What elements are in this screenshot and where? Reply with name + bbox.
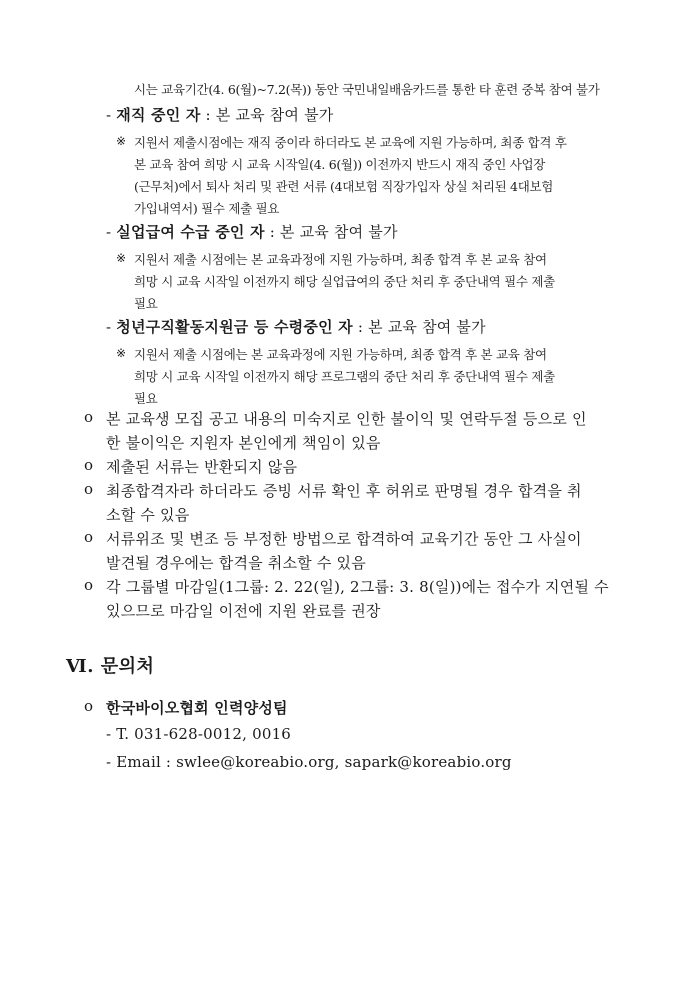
employed-note-line: 본 교육 참여 희망 시 교육 시작일(4. 6(월)) 이전까지 반드시 재직 중인 사업장 [134, 157, 546, 172]
continuation-text: 시는 교육기간(4. 6(월)~7.2(목)) 동안 국민내일배움카드를 통한 타 훈련 중복 참여 불가 [134, 82, 600, 97]
bullet-line: 있으므로 마감일 이전에 지원 완료를 권장 [106, 602, 381, 620]
youth-rest: : 본 교육 참여 불가 [352, 318, 486, 336]
contact-org: 한국바이오협회 인력양성팀 [106, 699, 288, 717]
contact-phone: - T. 031-628-0012, 0016 [106, 725, 292, 743]
unemployment-rest: : 본 교육 참여 불가 [264, 223, 398, 241]
note-mark: ※ [116, 134, 127, 148]
bullet-mark: o [84, 528, 94, 546]
bullet-line: 본 교육생 모집 공고 내용의 미숙지로 인한 불이익 및 연락두절 등으로 인 [106, 410, 587, 428]
bullet-line: 서류위조 및 변조 등 부정한 방법으로 합격하여 교육기간 동안 그 사실이 [106, 530, 582, 548]
employed-heading [106, 104, 333, 125]
youth-note-line: 희망 시 교육 시작일 이전까지 해당 프로그램의 중단 처리 후 중단내역 필수 제출 [134, 369, 555, 384]
section-number: Ⅵ. [66, 656, 94, 677]
note-mark: ※ [116, 346, 127, 360]
employed-note-line: (근무처)에서 퇴사 처리 및 관련 서류 (4대보험 직장가입자 상실 처리된 4대보험 [134, 179, 554, 194]
youth-note-line: 지원서 제출 시점에는 본 교육과정에 지원 가능하며, 최종 합격 후 본 교육 참여 [134, 347, 547, 362]
section-title: 문의처 [100, 656, 155, 677]
youth-label: 청년구직활동지원금 등 수령중인 자 [116, 318, 353, 336]
dash: - [106, 223, 112, 241]
unemployment-label: 실업급여 수급 중인 자 [116, 223, 265, 241]
youth-heading [106, 316, 486, 337]
bullet-mark: o [84, 576, 94, 594]
bullet-line: 발견될 경우에는 합격을 취소할 수 있음 [106, 554, 366, 572]
unemployment-note-line: 필요 [134, 296, 158, 311]
section-heading [66, 652, 154, 678]
bullet-mark: o [84, 697, 94, 715]
bullet-line: 한 불이익은 지원자 본인에게 책임이 있음 [106, 434, 381, 452]
dash: - [106, 318, 112, 336]
dash: - [106, 106, 112, 124]
unemployment-note-line: 희망 시 교육 시작일 이전까지 해당 실업급여의 중단 처리 후 중단내역 필수 제출 [134, 274, 555, 289]
employed-note-line: 지원서 제출시점에는 재직 중이라 하더라도 본 교육에 지원 가능하며, 최종 합격 후 [134, 135, 567, 150]
bullet-line: 최종합격자라 하더라도 증빙 서류 확인 후 허위로 판명될 경우 합격을 취 [106, 482, 582, 500]
youth-note-line: 필요 [134, 391, 158, 406]
bullet-mark: o [84, 456, 94, 474]
note-mark: ※ [116, 251, 127, 265]
bullet-mark: o [84, 408, 94, 426]
unemployment-heading [106, 221, 398, 242]
employed-rest: : 본 교육 참여 불가 [200, 106, 334, 124]
employed-label: 재직 중인 자 [116, 106, 201, 124]
bullet-line: 각 그룹별 마감일(1그룹: 2. 22(일), 2그룹: 3. 8(일))에는 접수가 지연될 수 [106, 578, 609, 596]
employed-note-line: 가입내역서) 필수 제출 필요 [134, 201, 280, 216]
unemployment-note-line: 지원서 제출 시점에는 본 교육과정에 지원 가능하며, 최종 합격 후 본 교육 참여 [134, 252, 547, 267]
contact-email: - Email : swlee@koreabio.org, sapark@koreabio.org [106, 753, 512, 771]
bullet-line: 제출된 서류는 반환되지 않음 [106, 458, 298, 476]
bullet-mark: o [84, 480, 94, 498]
bullet-line: 소할 수 있음 [106, 506, 190, 524]
